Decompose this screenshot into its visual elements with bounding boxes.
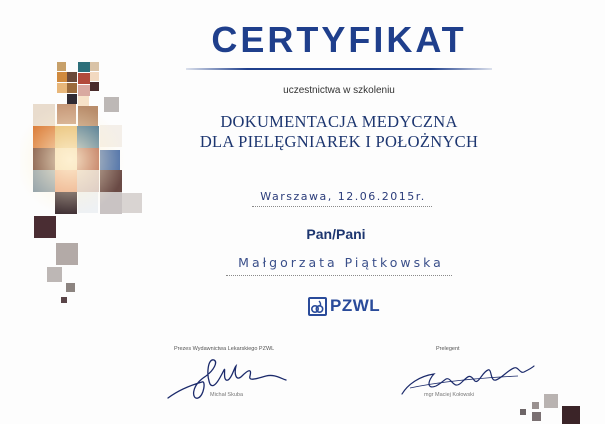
mosaic-gray-tiles xyxy=(34,216,78,303)
place-date-field: Warszawa, 12.06.2015r. xyxy=(260,190,426,203)
course-title xyxy=(160,112,518,152)
pzwl-logo-text: PZWL xyxy=(330,296,381,315)
course-title-line-2: DLA PIELĘGNIAREK I POŁOŻNYCH xyxy=(199,132,479,151)
participant-name: Małgorzata Piątkowska xyxy=(238,255,444,270)
left-signature-label: Prezes Wydawnictwa Lekarskiego PZWL xyxy=(174,346,275,352)
left-signature-name: Michał Skuba xyxy=(210,392,244,398)
right-signature-name: mgr Maciej Kołowski xyxy=(424,392,475,398)
certificate-title: CERTYFIKAT xyxy=(211,19,467,60)
certificate-subtitle: uczestnictwa w szkoleniu xyxy=(283,85,395,96)
right-signature-label: Prelegent xyxy=(436,346,460,352)
participant-name-dotted-line xyxy=(226,275,452,276)
title-underline xyxy=(186,68,492,70)
pzwl-logo-icon xyxy=(308,297,327,316)
decorative-mosaic xyxy=(0,0,160,310)
corner-decorative-tiles xyxy=(512,390,605,424)
course-title-line-1: DOKUMENTACJA MEDYCZNA xyxy=(220,112,458,131)
salutation: Pan/Pani xyxy=(306,226,366,242)
place-date-dotted-line xyxy=(252,206,432,207)
